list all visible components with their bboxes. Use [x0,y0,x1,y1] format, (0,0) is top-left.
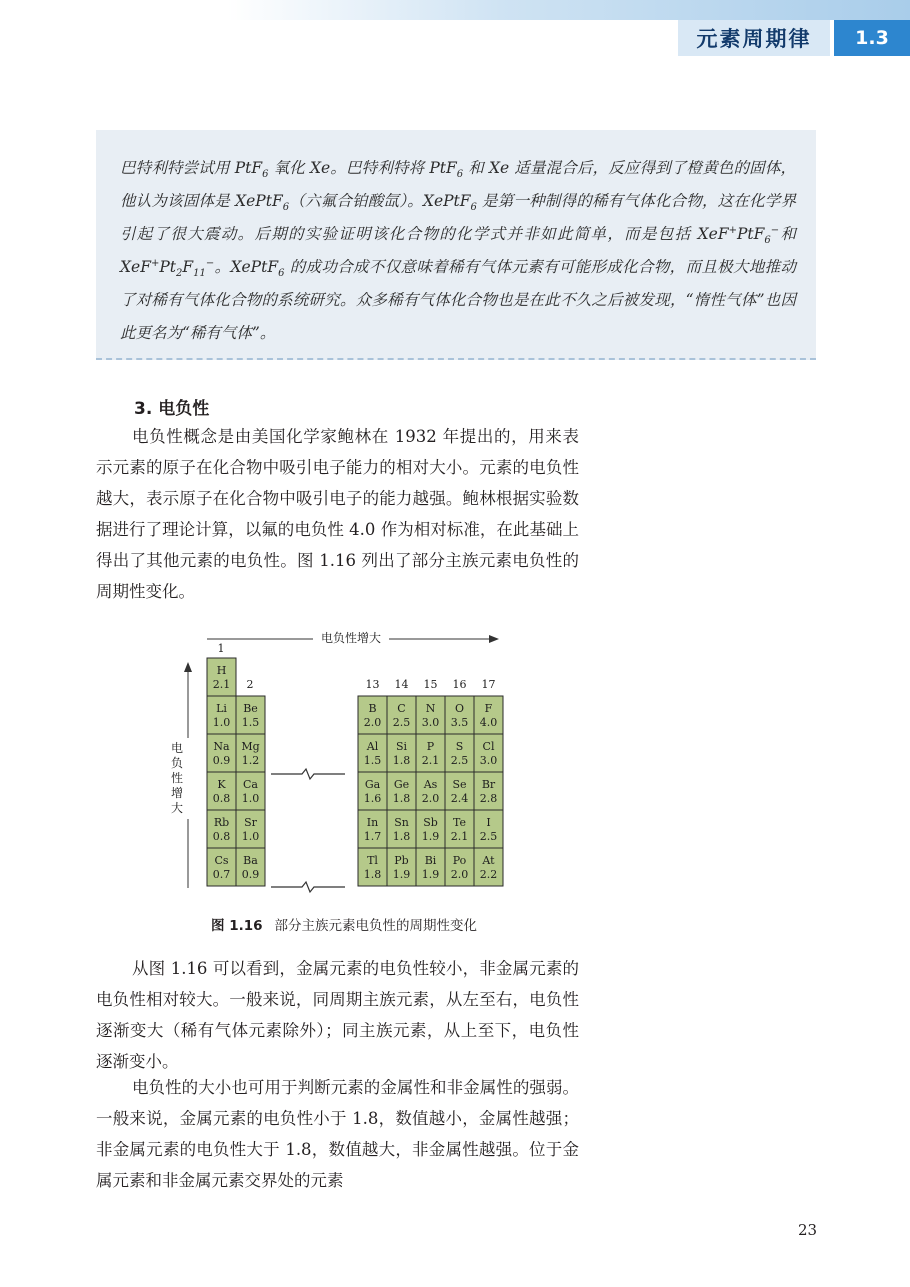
element-electronegativity: 1.0 [241,830,260,843]
element-symbol: Br [481,778,496,791]
element-symbol: Cl [482,740,495,753]
group-label: 1 [217,642,225,655]
element-symbol: Ga [364,778,381,791]
element-symbol: B [368,702,377,715]
element-electronegativity: 2.0 [421,792,440,805]
group-label: 15 [423,678,438,691]
info-box-text: 巴特利特尝试用 PtF$_6$ 氧化 Xe。巴特利特将 PtF$_6$ 和 Xe 适量混合后，反应得到了橙黄色的固体，他认为该固体是 XePtF$_6$（六氟合铂酸氙）。XePtF$_6$ 是第一种制得的稀有气体化合物，这在化学界引起了很大震动。后期的实验证明该化合物的化学式并非如此简单，而是包括 XeF+PtF$_6$−和 $XeF^+Pt_2F_{11}^-$。XePtF$_6$ 的成功合成不仅意味着稀有气体元素有可能形成化合物，而且极大地推动了对稀有气体化合物的系统研究。众多稀有气体化合物也是在此不久之后被发现，“惰性气体”也因此更名为“稀有气体”。 [120,159,797,342]
paragraph-3: 电负性的大小也可用于判断元素的金属性和非金属性的强弱。一般来说，金属元素的电负性小于 1.8，数值越小，金属性越强；非金属元素的电负性大于 1.8，数值越大，非金属性越强。位于金属元素和非金属元素交界处的元素 [96,1078,579,1190]
group-label: 16 [452,678,467,691]
element-electronegativity: 1.0 [241,792,260,805]
element-electronegativity: 2.0 [450,868,469,881]
element-symbol: Pb [394,854,409,867]
figure-caption [211,914,477,934]
element-electronegativity: 2.5 [479,830,498,843]
left-arrow-label-char: 电 [170,741,184,755]
element-electronegativity: 1.7 [363,830,382,843]
element-electronegativity: 1.2 [241,754,260,767]
element-electronegativity: 1.5 [363,754,382,767]
element-electronegativity: 2.5 [392,716,411,729]
section-heading: 3. 电负性 [134,399,210,419]
element-electronegativity: 1.6 [363,792,382,805]
left-arrow-label-char: 增 [170,786,184,800]
element-electronegativity: 0.9 [241,868,260,881]
element-electronegativity: 1.9 [421,830,440,843]
figure-caption-number: 图 1.16 [211,918,263,934]
element-symbol: Na [213,740,230,753]
paragraph-1: 电负性概念是由美国化学家鲍林在 1932 年提出的，用来表示元素的原子在化合物中吸引电子能力的相对大小。元素的电负性越大，表示原子在化合物中吸引电子的能力越强。鲍林根据实验数据进行了理论计算，以氟的电负性 4.0 作为相对标准，在此基础上得出了其他元素的电负性。图 1.16 列出了部分主族元素电负性的周期性变化。 [96,427,579,601]
element-electronegativity: 1.5 [241,716,260,729]
left-arrow-label-char: 性 [170,771,184,785]
element-symbol: Tl [367,854,378,867]
left-arrow-head [184,662,192,672]
element-symbol: Sb [423,816,438,829]
element-electronegativity: 3.5 [450,716,469,729]
element-symbol: S [455,740,464,753]
element-electronegativity: 2.5 [450,754,469,767]
element-electronegativity: 1.8 [392,792,411,805]
element-symbol: Li [216,702,227,715]
element-symbol: Cs [214,854,229,867]
break-connector [271,882,345,892]
element-symbol: I [486,816,491,829]
element-symbol: At [482,854,495,867]
element-electronegativity: 1.8 [392,830,411,843]
element-electronegativity: 1.8 [392,754,411,767]
left-arrow-label-char: 大 [170,801,184,815]
element-symbol: O [454,702,465,715]
element-electronegativity: 2.1 [212,678,231,691]
element-electronegativity: 0.8 [212,830,231,843]
element-symbol: Sn [394,816,409,829]
page-number: 23 [798,1221,818,1239]
info-box [96,130,816,360]
element-symbol: Si [395,740,408,753]
left-arrow-label-char: 负 [170,756,184,770]
element-symbol: As [423,778,438,791]
element-electronegativity: 2.4 [450,792,469,805]
element-electronegativity: 2.1 [450,830,469,843]
element-symbol: P [426,740,435,753]
element-electronegativity: 1.0 [212,716,231,729]
group-label: 2 [246,678,254,691]
paragraph-2: 从图 1.16 可以看到，金属元素的电负性较小，非金属元素的电负性相对较大。一般来说，同周期主族元素，从左至右，电负性逐渐变大（稀有气体元素除外）；同主族元素，从上至下，电负性逐渐变小。 [96,959,579,1071]
group-label: 17 [481,678,496,691]
element-electronegativity: 1.9 [421,868,440,881]
top-arrow-head [489,635,499,643]
element-symbol: Mg [241,740,260,753]
element-symbol: F [484,702,493,715]
element-symbol: Ca [243,778,258,791]
element-symbol: Sr [244,816,257,829]
figure-caption-text: 部分主族元素电负性的周期性变化 [274,918,478,934]
element-symbol: Rb [213,816,230,829]
element-electronegativity: 2.0 [363,716,382,729]
element-symbol: Po [452,854,467,867]
element-electronegativity: 0.7 [212,868,231,881]
element-symbol: Ge [393,778,410,791]
element-electronegativity: 3.0 [421,716,440,729]
element-symbol: Te [453,816,466,829]
element-electronegativity: 2.8 [479,792,498,805]
element-electronegativity: 2.2 [479,868,498,881]
element-symbol: Ba [243,854,258,867]
section-number: 1.3 [834,20,910,56]
element-symbol: In [366,816,379,829]
element-electronegativity: 2.1 [421,754,440,767]
header-gradient-bar [0,0,910,20]
element-symbol: Al [366,740,379,753]
element-electronegativity: 0.9 [212,754,231,767]
element-electronegativity: 4.0 [479,716,498,729]
element-symbol: K [217,778,226,791]
element-electronegativity: 0.8 [212,792,231,805]
group-label: 13 [365,678,380,691]
electronegativity-figure [155,618,515,898]
element-electronegativity: 1.9 [392,868,411,881]
top-arrow-label: 电负性增大 [320,631,382,645]
element-symbol: H [216,664,227,677]
break-connector [271,769,345,779]
element-electronegativity: 3.0 [479,754,498,767]
chapter-title: 元素周期律 [678,20,830,56]
group-label: 14 [394,678,409,691]
element-symbol: Be [243,702,258,715]
element-symbol: C [397,702,406,715]
element-symbol: Se [452,778,467,791]
element-symbol: N [425,702,436,715]
element-electronegativity: 1.8 [363,868,382,881]
element-symbol: Bi [424,854,437,867]
